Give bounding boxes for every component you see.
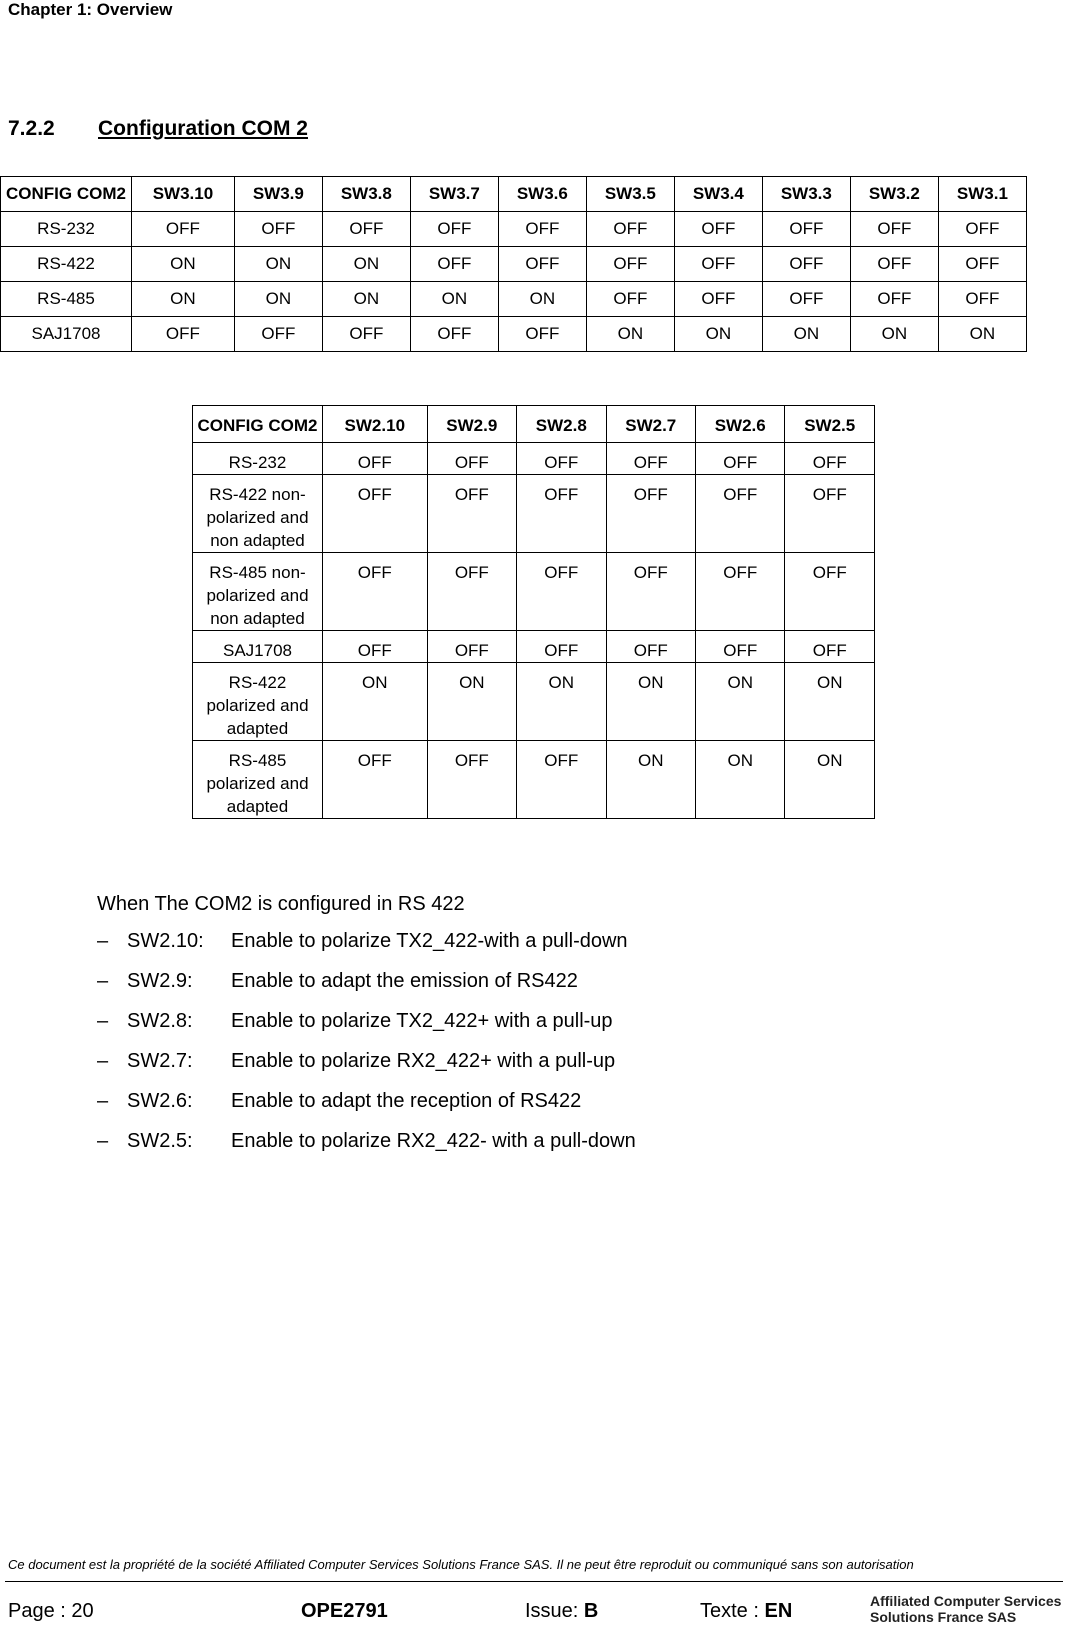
mode-cell: RS-485 polarized and adapted [193, 741, 323, 819]
notes-list [97, 930, 636, 1170]
switch-state-cell: ON [586, 317, 674, 352]
column-header-sw2-10: SW2.10 [323, 406, 428, 443]
table-row [193, 475, 875, 553]
switch-state-cell: OFF [606, 631, 695, 663]
list-item [97, 1130, 636, 1170]
switch-state-cell: ON [234, 247, 322, 282]
switch-description: Enable to polarize RX2_422+ with a pull-up [231, 1050, 616, 1072]
text-label: Texte : [700, 1600, 765, 1622]
list-item [97, 1010, 636, 1050]
switch-state-cell: OFF [427, 475, 516, 553]
switch-description: Enable to polarize TX2_422-with a pull-down [231, 930, 628, 952]
column-header-config: CONFIG COM2 [1, 177, 132, 212]
switch-state-cell: OFF [323, 741, 428, 819]
column-header-sw3-10: SW3.10 [132, 177, 235, 212]
switch-description: Enable to adapt the reception of RS422 [231, 1090, 582, 1112]
switch-state-cell: OFF [938, 282, 1026, 317]
list-item [97, 970, 636, 1010]
table-row [193, 443, 875, 475]
table-row [193, 631, 875, 663]
switch-state-cell: ON [606, 663, 695, 741]
column-header-sw3-9: SW3.9 [234, 177, 322, 212]
dash-bullet: – [97, 1130, 109, 1152]
switch-description: Enable to polarize TX2_422+ with a pull-up [231, 1010, 613, 1032]
switch-state-cell: OFF [517, 443, 606, 475]
section-heading [8, 117, 308, 141]
switch-state-cell: OFF [785, 631, 875, 663]
switch-state-cell: OFF [323, 631, 428, 663]
switch-state-cell: OFF [606, 475, 695, 553]
switch-state-cell: ON [674, 317, 762, 352]
switch-state-cell: OFF [695, 475, 784, 553]
notes-intro: When The COM2 is configured in RS 422 [97, 893, 465, 915]
column-header-sw2-5: SW2.5 [785, 406, 875, 443]
switch-state-cell: OFF [762, 247, 850, 282]
issue-value: B [583, 1600, 599, 1622]
switch-state-cell: OFF [850, 247, 938, 282]
switch-state-cell: OFF [785, 475, 875, 553]
switch-state-cell: OFF [323, 443, 428, 475]
switch-state-cell: ON [323, 663, 428, 741]
config-table-sw2 [192, 405, 875, 819]
column-header-sw2-9: SW2.9 [427, 406, 516, 443]
text-value: EN [764, 1600, 793, 1622]
config-table-sw3 [0, 176, 1027, 352]
switch-state-cell: OFF [234, 317, 322, 352]
dash-bullet: – [97, 1090, 109, 1112]
chapter-header: Chapter 1: Overview [8, 0, 173, 19]
column-header-sw3-7: SW3.7 [410, 177, 498, 212]
column-header-sw2-8: SW2.8 [517, 406, 606, 443]
list-item [97, 1090, 636, 1130]
text-language [700, 1600, 792, 1623]
switch-state-cell: ON [234, 282, 322, 317]
switch-state-cell: OFF [850, 212, 938, 247]
switch-state-cell: OFF [674, 212, 762, 247]
dash-bullet: – [97, 930, 109, 952]
switch-state-cell: ON [762, 317, 850, 352]
table-row [1, 247, 1027, 282]
switch-state-cell: OFF [762, 212, 850, 247]
switch-state-cell: OFF [695, 553, 784, 631]
list-item [97, 930, 636, 970]
table-header-row [193, 406, 875, 443]
switch-state-cell: OFF [427, 631, 516, 663]
footer-divider [5, 1581, 1063, 1582]
switch-state-cell: OFF [132, 317, 235, 352]
section-number: 7.2.2 [8, 117, 55, 140]
column-header-sw3-4: SW3.4 [674, 177, 762, 212]
switch-label: SW2.9: [127, 970, 193, 992]
switch-state-cell: OFF [132, 212, 235, 247]
table-row [193, 553, 875, 631]
switch-state-cell: ON [498, 282, 586, 317]
rs422-notes [97, 893, 636, 1170]
table-row [1, 282, 1027, 317]
switch-state-cell: OFF [427, 553, 516, 631]
switch-state-cell: OFF [762, 282, 850, 317]
table-row [193, 663, 875, 741]
switch-state-cell: OFF [517, 631, 606, 663]
table-row [193, 741, 875, 819]
switch-state-cell: ON [322, 247, 410, 282]
switch-state-cell: OFF [322, 212, 410, 247]
mode-cell: SAJ1708 [1, 317, 132, 352]
column-header-sw2-7: SW2.7 [606, 406, 695, 443]
switch-state-cell: OFF [427, 741, 516, 819]
switch-state-cell: ON [785, 663, 875, 741]
switch-state-cell: ON [410, 282, 498, 317]
switch-state-cell: ON [322, 282, 410, 317]
switch-state-cell: ON [695, 663, 784, 741]
switch-state-cell: OFF [695, 631, 784, 663]
switch-state-cell: OFF [586, 247, 674, 282]
switch-state-cell: OFF [517, 553, 606, 631]
switch-state-cell: ON [938, 317, 1026, 352]
column-header-sw2-6: SW2.6 [695, 406, 784, 443]
page-number: Page : 20 [8, 1600, 94, 1622]
column-header-sw3-8: SW3.8 [322, 177, 410, 212]
table-row [1, 317, 1027, 352]
switch-state-cell: OFF [498, 317, 586, 352]
switch-state-cell: ON [517, 663, 606, 741]
switch-state-cell: OFF [674, 247, 762, 282]
switch-state-cell: OFF [234, 212, 322, 247]
table-row [1, 212, 1027, 247]
switch-state-cell: OFF [850, 282, 938, 317]
mode-cell: RS-485 [1, 282, 132, 317]
mode-cell: SAJ1708 [193, 631, 323, 663]
mode-cell: RS-422 [1, 247, 132, 282]
mode-cell: RS-422 polarized and adapted [193, 663, 323, 741]
switch-state-cell: OFF [410, 317, 498, 352]
switch-state-cell: ON [850, 317, 938, 352]
switch-state-cell: ON [132, 282, 235, 317]
mode-cell: RS-422 non-polarized and non adapted [193, 475, 323, 553]
switch-state-cell: OFF [586, 282, 674, 317]
switch-state-cell: OFF [517, 475, 606, 553]
dash-bullet: – [97, 1050, 109, 1072]
footer-disclaimer: Ce document est la propriété de la société Affiliated Computer Services Solutions France SAS. Il ne peut être reproduit ou communiqué sans son autorisation [8, 1557, 914, 1572]
switch-state-cell: OFF [606, 443, 695, 475]
switch-state-cell: OFF [785, 553, 875, 631]
switch-description: Enable to adapt the emission of RS422 [231, 970, 578, 992]
switch-state-cell: OFF [674, 282, 762, 317]
switch-description: Enable to polarize RX2_422- with a pull-down [231, 1130, 636, 1152]
switch-state-cell: OFF [586, 212, 674, 247]
switch-state-cell: OFF [427, 443, 516, 475]
switch-state-cell: ON [427, 663, 516, 741]
switch-state-cell: OFF [938, 247, 1026, 282]
switch-label: SW2.7: [127, 1050, 193, 1072]
section-title: Configuration COM 2 [98, 117, 308, 140]
document-id: OPE2791 [301, 1600, 388, 1622]
switch-state-cell: ON [132, 247, 235, 282]
mode-cell: RS-232 [1, 212, 132, 247]
issue [525, 1600, 598, 1623]
switch-label: SW2.6: [127, 1090, 193, 1112]
column-header-sw3-2: SW3.2 [850, 177, 938, 212]
switch-state-cell: OFF [606, 553, 695, 631]
table-header-row [1, 177, 1027, 212]
column-header-sw3-5: SW3.5 [586, 177, 674, 212]
switch-state-cell: OFF [322, 317, 410, 352]
switch-label: SW2.8: [127, 1010, 193, 1032]
switch-state-cell: OFF [938, 212, 1026, 247]
switch-state-cell: OFF [498, 247, 586, 282]
switch-state-cell: OFF [695, 443, 784, 475]
switch-state-cell: OFF [323, 553, 428, 631]
logo-line-1: Affiliated Computer Services [870, 1593, 1062, 1609]
switch-state-cell: OFF [410, 247, 498, 282]
logo-line-2: Solutions France SAS [870, 1609, 1017, 1625]
switch-state-cell: OFF [785, 443, 875, 475]
switch-state-cell: OFF [498, 212, 586, 247]
column-header-sw3-3: SW3.3 [762, 177, 850, 212]
switch-state-cell: OFF [410, 212, 498, 247]
dash-bullet: – [97, 1010, 109, 1032]
switch-state-cell: OFF [323, 475, 428, 553]
list-item [97, 1050, 636, 1090]
switch-state-cell: ON [785, 741, 875, 819]
switch-label: SW2.10: [127, 930, 204, 952]
column-header-sw3-6: SW3.6 [498, 177, 586, 212]
switch-state-cell: ON [606, 741, 695, 819]
mode-cell: RS-485 non-polarized and non adapted [193, 553, 323, 631]
company-logo [870, 1593, 1061, 1625]
switch-state-cell: ON [695, 741, 784, 819]
column-header-sw3-1: SW3.1 [938, 177, 1026, 212]
dash-bullet: – [97, 970, 109, 992]
column-header-config: CONFIG COM2 [193, 406, 323, 443]
mode-cell: RS-232 [193, 443, 323, 475]
switch-state-cell: OFF [517, 741, 606, 819]
issue-label: Issue: [525, 1600, 584, 1622]
switch-label: SW2.5: [127, 1130, 193, 1152]
